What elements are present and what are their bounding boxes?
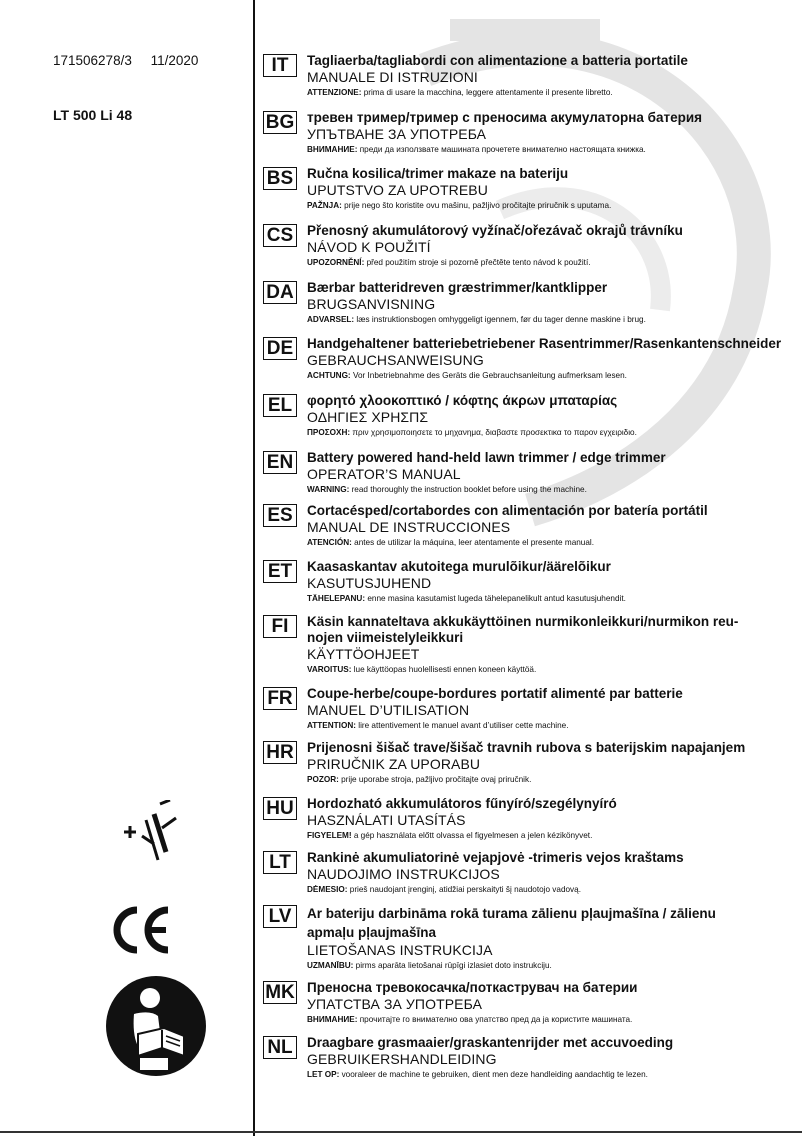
battery-symbol-icon — [116, 800, 196, 870]
entry-manual-name: OPERATOR’S MANUAL — [307, 466, 461, 482]
entry-title: Hordozható akkumulátoros fűnyíró/szegélynyíró — [307, 796, 617, 811]
language-code: FR — [263, 687, 297, 710]
language-code: EN — [263, 451, 297, 474]
entry-warning: UZMANĪBU: pirms aparāta lietošanai rūpīgi izlasiet doto instrukciju. — [307, 961, 552, 970]
entry-manual-name: HASZNÁLATI UTASÍTÁS — [307, 812, 466, 828]
language-list — [263, 0, 793, 1136]
page-bottom-rule — [0, 1131, 802, 1133]
entry-manual-name: УПАТСТВА ЗА УПОТРЕБА — [307, 996, 483, 1012]
entry-manual-name: ΟΔΗΓΙΕΣ ΧΡΗΣΠΣ — [307, 409, 429, 425]
entry-warning: ATTENTION: lire attentivement le manuel avant d’utiliser cette machine. — [307, 721, 569, 730]
column-divider — [253, 0, 255, 1136]
entry-title: Coupe-herbe/coupe-bordures portatif alimenté par batterie — [307, 686, 683, 701]
entry-title: Battery powered hand-held lawn trimmer / edge trimmer — [307, 450, 666, 465]
entry-title: Rankinė akumuliatorinė vejapjovė -trimeris vejos kraštams — [307, 850, 684, 865]
language-code: IT — [263, 54, 297, 77]
model-name: LT 500 Li 48 — [53, 107, 133, 123]
language-code: LV — [263, 905, 297, 928]
entry-warning: FIGYELEM! a gép használata előtt olvassa el figyelmesen a jelen kézikönyvet. — [307, 831, 593, 840]
ce-mark-icon — [110, 903, 172, 957]
entry-warning: LET OP: vooraleer de machine te gebruiken, dient men deze handleiding aandachtig te lezen. — [307, 1070, 648, 1079]
entry-title: Prijenosni šišač trave/šišač travnih rubova s baterijskim napajanjem — [307, 740, 746, 755]
entry-warning: ВНИМАНИЕ: прочитајте го внимателно ова упатство пред да ја користите машината. — [307, 1015, 633, 1024]
entry-warning: VAROITUS: lue käyttöopas huolellisesti ennen koneen käyttöä. — [307, 665, 537, 674]
entry-title: Преносна тревокосачка/поткаструвач на батерии — [307, 980, 638, 995]
language-code: FI — [263, 615, 297, 638]
entry-title: Bærbar batteridreven græstrimmer/kantklipper — [307, 280, 608, 295]
language-code: EL — [263, 394, 297, 417]
entry-title: Handgehaltener batteriebetriebener Rasentrimmer/Rasenkantenschneider — [307, 336, 782, 351]
entry-manual-name: GEBRUIKERSHANDLEIDING — [307, 1051, 497, 1067]
entry-title: Draagbare grasmaaier/graskantenrijder met accuvoeding — [307, 1035, 674, 1050]
entry-title: Ručna kosilica/trimer makaze na bateriju — [307, 166, 569, 181]
entry-warning: ACHTUNG: Vor Inbetriebnahme des Geräts die Gebrauchsanleitung aufmerksam lesen. — [307, 371, 627, 380]
entry-manual-name: BRUGSANVISNING — [307, 296, 436, 312]
language-code: MK — [263, 981, 297, 1004]
entry-warning: POZOR: prije uporabe stroja, pažljivo pročitajte ovaj priručnik. — [307, 775, 532, 784]
document-date: 11/2020 — [150, 53, 199, 68]
entry-title: Tagliaerba/tagliabordi con alimentazione a batteria portatile — [307, 53, 688, 68]
entry-warning: ADVARSEL: læs instruktionsbogen omhyggeligt igennem, før du tager denne maskine i brug. — [307, 315, 646, 324]
language-code: CS — [263, 224, 297, 247]
entry-warning: PAŽNJA: prije nego što koristite ovu mašinu, pažljivo pročitajte priručnik s uputama. — [307, 201, 612, 210]
language-code: HR — [263, 741, 297, 764]
language-code: DA — [263, 281, 297, 304]
entry-warning: TÄHELEPANU: enne masina kasutamist lugeda tähelepanelikult antud kasutusjuhendit. — [307, 594, 626, 603]
entry-manual-name: KÄYTTÖOHJEET — [307, 646, 420, 662]
entry-manual-name: MANUALE DI ISTRUZIONI — [307, 69, 478, 85]
entry-manual-name: УПЪТВАНЕ ЗА УПОТРЕБА — [307, 126, 487, 142]
entry-manual-name: NAUDOJIMO INSTRUKCIJOS — [307, 866, 500, 882]
language-code: NL — [263, 1036, 297, 1059]
entry-warning: ВНИМАНИЕ: преди да използвате машината прочетете внимателно настоящата книжка. — [307, 145, 646, 154]
entry-warning: DĖMESIO: prieš naudojant įrenginį, atidžiai perskaityti šį naudotojo vadovą. — [307, 885, 581, 894]
entry-title: Kaasaskantav akutoitega murulõikur/äärelõikur — [307, 559, 611, 574]
entry-manual-name: PRIRUČNIK ZA UPORABU — [307, 756, 481, 772]
entry-title: φορητό χλοοκοπτικό / κόφτης άκρων μπαταρίας — [307, 393, 618, 408]
entry-title: Käsin kannateltava akkukäyttöinen nurmikonleikkuri/nurmikon reu-nojen viimeistelyleikkuri — [307, 614, 739, 645]
read-manual-icon — [104, 974, 208, 1078]
language-code: BG — [263, 111, 297, 134]
language-code: ET — [263, 560, 297, 583]
entry-warning: ATTENZIONE: prima di usare la macchina, leggere attentamente il presente libretto. — [307, 88, 613, 97]
document-number: 171506278/3 11/2020 — [53, 53, 199, 68]
language-code: LT — [263, 851, 297, 874]
entry-manual-name: LIETOŠANAS INSTRUKCIJA — [307, 942, 493, 958]
entry-manual-name: UPUTSTVO ZA UPOTREBU — [307, 182, 488, 198]
entry-title: Ar bateriju darbināma rokā turama zālienu pļaujmašīna / zālienu apmaļu pļaujmašīna — [307, 906, 716, 940]
language-code: ES — [263, 504, 297, 527]
entry-manual-name: GEBRAUCHSANWEISUNG — [307, 352, 484, 368]
entry-warning: WARNING: read thoroughly the instruction booklet before using the machine. — [307, 485, 587, 494]
left-column — [0, 0, 253, 1136]
entry-title: Přenosný akumulátorový vyžínač/ořezávač okrajů trávníku — [307, 223, 683, 238]
entry-manual-name: MANUAL DE INSTRUCCIONES — [307, 519, 511, 535]
entry-warning: ATENCIÓN: antes de utilizar la máquina, leer atentamente el presente manual. — [307, 538, 595, 547]
entry-warning: UPOZORNĚNÍ: před použitím stroje si pozorně přečtěte tento návod k použití. — [307, 258, 591, 267]
entry-title: Cortacésped/cortabordes con alimentación por batería portátil — [307, 503, 708, 518]
language-code: BS — [263, 167, 297, 190]
entry-manual-name: KASUTUSJUHEND — [307, 575, 432, 591]
entry-manual-name: MANUEL D’UTILISATION — [307, 702, 470, 718]
entry-warning: ΠΡΟΣΟΧΗ: πριν χρησιμοποιησετε το μηχανημα, διαβαστε προσεκτικα το παρον εγχειριδιο. — [307, 428, 637, 437]
language-code: DE — [263, 337, 297, 360]
entry-title: тревен тример/тример с преносима акумулаторна батерия — [307, 110, 703, 125]
entry-manual-name: NÁVOD K POUŽITÍ — [307, 239, 431, 255]
language-code: HU — [263, 797, 297, 820]
